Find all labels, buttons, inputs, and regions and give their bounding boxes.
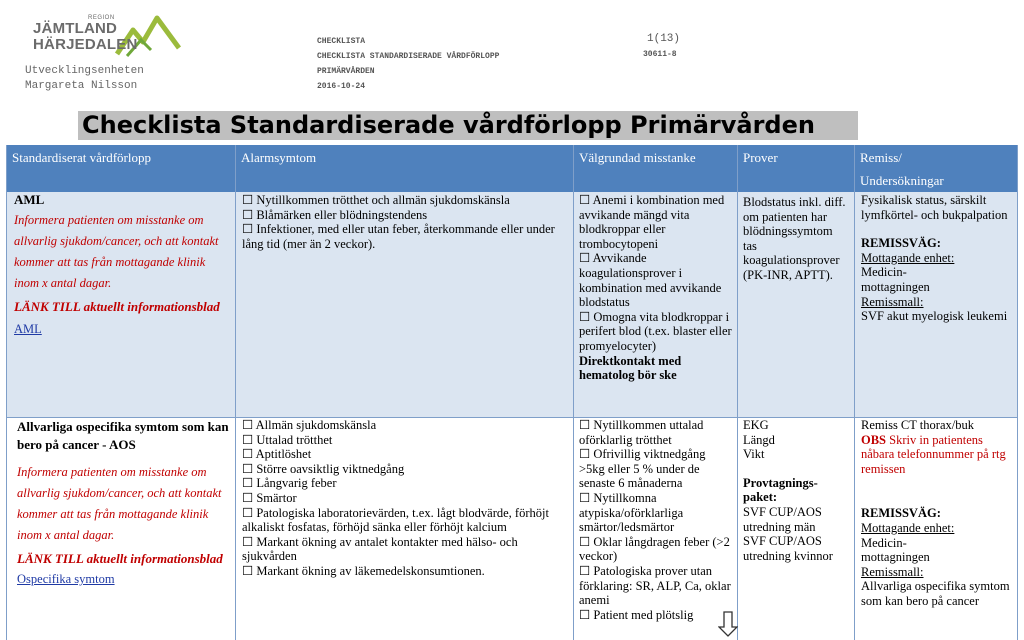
alarm-item[interactable]: ☐ Smärtor [242,490,297,505]
checklist-table [6,145,1018,640]
remiss-vag-label: REMISSVÄG: [861,236,941,251]
alarm-item[interactable]: ☐ Uttalad trötthet [242,432,333,447]
divider [1017,145,1018,640]
remiss-intro: Fysikalisk status, särskilt lymfkörtel- och bukpalpation [861,193,1008,222]
doc-date: 2016-10-24 [317,82,366,91]
doc-number: 30611-8 [643,50,677,59]
remiss-enhet: Medicin- mottagningen [861,535,930,565]
row-aml-remiss-cell [861,193,1013,324]
logo-line-1: JÄMTLAND [33,20,118,37]
misstanke-item[interactable]: ☐ Patient med plötslig [579,607,694,622]
row-aml-name: AML [14,192,45,207]
aos-prover: EKG Längd Vikt [743,418,775,462]
alarm-item[interactable]: ☐ Blåmärken eller blödningstendens [242,207,428,222]
misstanke-item[interactable]: ☐ Patologiska prover utan förklaring: SR, ALP, Ca, oklar anemi [579,563,731,608]
row-aos-prover-cell [743,418,851,563]
aos-provtagningspaket-label: Provtagnings- paket: [743,475,818,505]
aml-link[interactable]: AML [14,321,42,336]
misstanke-item[interactable]: ☐ Ofrivillig viktnedgång >5kg eller 5 % under de senaste 6 månaderna [579,447,706,491]
page-title: Checklista Standardiserade vårdförlopp Primärvården [78,111,858,140]
divider [235,145,236,640]
row-aos-link-label: LÄNK TILL aktuellt informationsblad [17,551,223,566]
misstanke-item[interactable]: ☐ Anemi i kombination med avvikande mängd vita blodkroppar eller trombocytopeni [579,193,725,251]
obs-text: Skriv in patientens nåbara telefonnummer på rtg remissen [861,432,1006,476]
remiss-mall: Allvarliga ospecifika symtom som kan bero på cancer [861,579,1010,608]
col-header-vardforlopp: Standardiserat vårdförlopp [12,150,151,165]
logo-region-text: REGION [88,15,115,21]
misstanke-item[interactable]: ☐ Omogna vita blodkroppar i perifert blod (t.ex. blaster eller promyelocyter) [579,309,732,353]
remiss-enhet-label: Mottagande enhet: [861,250,955,265]
divider [854,145,855,640]
divider [573,145,574,640]
obs-label: OBS [861,432,887,447]
doc-title: CHECKLISTA STANDARDISERADE VÅRDFÖRLOPP [317,52,500,61]
page-number: 1(13) [647,33,681,45]
department: Utvecklingsenheten [25,65,144,77]
row-aml-alarm-cell [242,193,568,251]
alarm-item[interactable]: ☐ Patologiska laboratorievärden, t.ex. lågt blodvärde, förhöjt alkaliskt fosfatas, förhöjd sänka eller förhöjt kalcium [242,505,549,535]
remiss-vag-label: REMISSVÄG: [861,506,941,521]
alarm-item[interactable]: ☐ Allmän sjukdomskänsla [242,418,377,432]
alarm-item[interactable]: ☐ Nytillkommen trötthet och allmän sjukdomskänsla [242,193,510,207]
remiss-enhet-label: Mottagande enhet: [861,520,955,535]
row-aos-info: Informera patienten om misstanke om allvarlig sjukdom/cancer, och att kontakt kommer att tas från mottagande klinik inom x antal dagar. [17,465,222,542]
remiss-obs [861,433,1015,477]
table-header [6,145,1018,192]
remiss-enhet: Medicin- mottagningen [861,265,930,294]
remiss-mall-label: Remissmall: [861,564,924,579]
doc-type: CHECKLISTA [317,37,366,46]
col-header-remiss-line1: Remiss/ [860,150,902,165]
col-header-alarmsymtom: Alarmsymtom [241,150,317,165]
alarm-item[interactable]: ☐ Markant ökning av läkemedelskonsumtionen. [242,563,485,578]
row-aml-name-cell [14,193,230,336]
row-aml-misstanke-cell [579,193,733,383]
col-header-remiss [854,145,1018,192]
misstanke-item[interactable]: ☐ Nytillkomna atypiska/oförklarliga smärtor/ledsmärtor [579,490,684,535]
remiss-intro: Remiss CT thorax/buk [861,418,974,432]
divider [737,145,738,640]
col-header-remiss-line2: Undersökningar [860,173,944,188]
doc-area: PRIMÄRVÅRDEN [317,67,375,76]
alarm-item[interactable]: ☐ Större oavsiktlig viktnedgång [242,461,405,476]
alarm-item[interactable]: ☐ Infektioner, med eller utan feber, återkommande eller under lång tid (mer än 2 veckor). [242,222,555,251]
misstanke-item[interactable]: ☐ Avvikande koagulationsprover i kombination med avvikande blodstatus [579,251,722,310]
remiss-mall: SVF akut myelogisk leukemi [861,309,1008,324]
row-aml-prover: Blodstatus inkl. diff. om patienten har blödningssymtom tas koagulationsprover (PK-INR, APTT). [743,195,846,282]
divider [6,145,7,640]
col-header-misstanke: Välgrundad misstanke [579,150,696,165]
row-aml-info: Informera patienten om misstanke om allvarlig sjukdom/cancer, och att kontakt kommer att tas från mottagande klinik inom x antal dagar. [14,212,219,290]
logo-line-2: HÄRJEDALEN [33,36,138,53]
row-aos-remiss-cell [861,418,1015,609]
alarm-item[interactable]: ☐ Långvarig feber [242,476,337,491]
alarm-item[interactable]: ☐ Aptitlöshet [242,447,312,462]
misstanke-item[interactable]: ☐ Oklar långdragen feber (>2 veckor) [579,534,730,564]
ospecifika-symtom-link[interactable]: Ospecifika symtom [17,572,115,586]
row-aos-name: Allvarliga ospecifika symtom som kan bero på cancer - AOS [17,419,229,452]
row-aos-alarm-cell [242,418,568,579]
row-aos-name-cell [17,418,231,587]
row-aos-misstanke-cell [579,418,733,622]
misstanke-item[interactable]: ☐ Nytillkommen uttalad oförklarlig trötthet [579,418,704,447]
down-arrow-icon[interactable] [718,611,738,637]
aos-provtagningspaket: SVF CUP/AOS utredning män SVF CUP/AOS utredning kvinnor [743,504,833,563]
author: Margareta Nilsson [25,80,138,92]
misstanke-directive: Direktkontakt med hematolog bör ske [579,353,682,383]
row-aml-link-label: LÄNK TILL aktuellt informationsblad [14,298,220,314]
alarm-item[interactable]: ☐ Markant ökning av antalet kontakter med hälso- och sjukvården [242,534,518,564]
remiss-mall-label: Remissmall: [861,294,924,309]
col-header-prover: Prover [743,150,778,165]
